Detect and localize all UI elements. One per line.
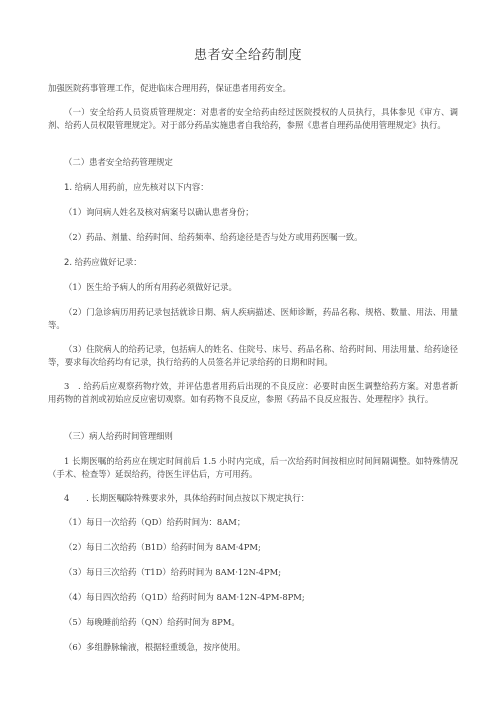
section2-item1-sub2: （2）药品、剂量、给药时间、给药频率、给药途径是否与处方或用药医嘱一致。 xyxy=(64,232,363,242)
section2-item2-sub2: （2）门急诊病历用药记录包括就诊日期、病人疾病描述、医师诊断，药品名称、规格、数量、用法、用量等。 xyxy=(48,307,458,330)
section2-item2-heading: 2. 给药应做好记录： xyxy=(64,257,142,267)
schedule-item: （3）每日三次给药（T1D）给药时间为 8AM·12N-4PM; xyxy=(64,567,282,577)
intro-paragraph: 加强医院药事管理工作，促进临床合理用药，保证患者用药安全。 xyxy=(48,83,291,93)
section2-item1-sub1: （1）询问病人姓名及核对病案号以确认患者身份； xyxy=(64,207,254,217)
section2-item3: 3 . 给药后应观察药物疗效，并评估患者用药后出现的不良反应：必要时由医生调整给药方案。对患者新用药物的首剂或初始应反应密切观察。如有药物不良反应，参照《药品不良反应报告、处理程序》执行。 xyxy=(48,381,458,404)
schedule-item: （4）每日四次给药（Q1D）给药时间为 8AM·12N-4PM-8PM; xyxy=(64,592,305,602)
section1-paragraph: （一）安全给药人员资质管理规定：对患者的安全给药由经过医院授权的人员执行，具体参见《审方、调剂、给药人员权限管理规定》。对于部分药品实施患者自我给药，参照《患者自理药品使用管理规定》执行。 xyxy=(48,107,458,130)
document-title: 患者安全给药制度 xyxy=(193,48,302,63)
schedule-item: （5）每晚睡前给药（QN）给药时间为 8PM。 xyxy=(64,617,240,627)
section2-item2-sub3: （3）住院病人的给药记录，包括病人的姓名、住院号、床号、药品名称、给药时间、用法用量、给药途径等，要求每次给药均有记录，执行给药的人员签名并记录给药的日期和时间。 xyxy=(48,344,458,367)
section3-item1: 1 长期医嘱的给药应在规定时间前后 1.5 小时内完成，后一次给药时间按相应时间间隔调整。如特殊情况（手术、检查等）延误给药，待医生评估后，方可用药。 xyxy=(48,456,458,479)
section3-heading: （三）病人给药时间管理细则 xyxy=(64,431,173,441)
schedule-item: （1）每日一次给药（QD）给药时间为：8AM； xyxy=(64,517,246,527)
schedule-item: （2）每日二次给药（B1D）给药时间为 8AM·4PM; xyxy=(64,542,261,552)
section2-item2-sub1: （1）医生给予病人的所有用药必须做好记录。 xyxy=(64,282,237,292)
schedule-item: （6）多组静脉输液，根据轻重缓急，按序使用。 xyxy=(64,642,246,652)
section3-item4-heading: 4 . 长期医嘱除特殊要求外，具体给药时间点按以下规定执行： xyxy=(64,493,310,503)
section2-heading: （二）患者安全给药管理规定 xyxy=(64,157,173,167)
section2-item1-heading: 1. 给病人用药前，应先核对以下内容： xyxy=(64,182,209,192)
